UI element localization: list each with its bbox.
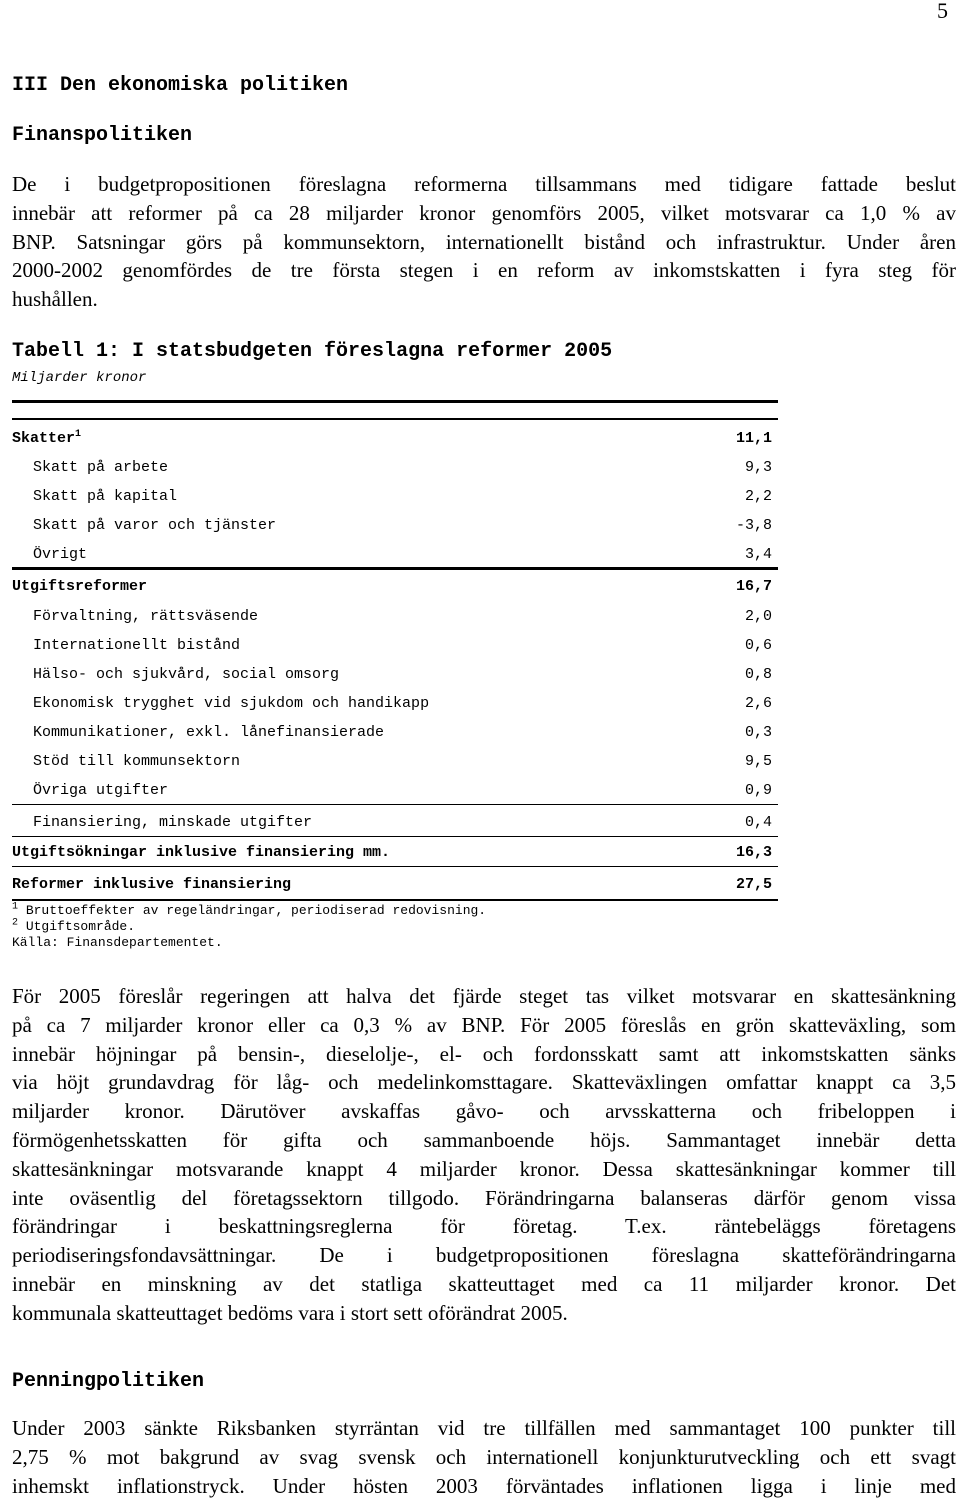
table-row xyxy=(12,484,772,508)
row-value: 16,3 xyxy=(735,843,772,861)
table-row xyxy=(12,633,772,657)
row-value: 0,6 xyxy=(744,636,772,654)
table-bottom-rule xyxy=(12,899,778,901)
table-subtitle: Miljarder kronor xyxy=(12,370,147,386)
row-label: Övrigt xyxy=(33,545,88,563)
page-number: 5 xyxy=(937,0,948,23)
table-title: Tabell 1: I statsbudgeten föreslagna reformer 2005 xyxy=(12,340,613,363)
text-line: via höjt grundavdrag för låg- och medelinkomsttagare. Skatteväxlingen omfattar knappt ca 3,5 xyxy=(12,1070,956,1095)
subheading-monetary-policy: Penningpolitiken xyxy=(12,1370,205,1393)
row-value: 0,3 xyxy=(744,723,772,741)
table-footnote: $^2$ Utgiftsområde. xyxy=(12,917,136,934)
row-value: 9,3 xyxy=(744,458,772,476)
row-value: 27,5 xyxy=(735,875,772,893)
text-line: skattesänkningar motsvarande knappt 4 miljarder kronor. Dessa skattesänkningar kommer till xyxy=(12,1156,956,1181)
text-line: För 2005 föreslår regeringen att halva det fjärde steget tas vilket motsvarar en skattesänkning xyxy=(12,984,956,1008)
row-value: 2,2 xyxy=(744,487,772,505)
section-rule xyxy=(12,567,778,570)
row-label: Reformer inklusive finansiering xyxy=(12,875,292,893)
row-label: Stöd till kommunsektorn xyxy=(33,752,241,770)
table-row xyxy=(12,426,772,450)
row-value: 0,8 xyxy=(744,665,772,683)
table-row xyxy=(12,840,772,864)
text-line: förändringar i beskattningsreglerna för företag. T.ex. räntebeläggs företagens xyxy=(12,1214,956,1239)
row-label: Skatter$^1$ xyxy=(12,428,82,447)
table-top-rule xyxy=(12,400,778,403)
table-footnote: $^1$ Bruttoeffekter av regeländringar, periodiserad redovisning. xyxy=(12,901,487,918)
row-label: Ekonomisk trygghet vid sjukdom och handikapp xyxy=(33,694,430,712)
row-value: 2,6 xyxy=(744,694,772,712)
paragraph-tax-reforms xyxy=(12,982,956,1328)
row-label: Skatt på arbete xyxy=(33,458,169,476)
text-line: förmögenhetsskatten för gifta och sammanboende höjs. Sammantaget innebär detta xyxy=(12,1127,956,1152)
table-row xyxy=(12,604,772,628)
text-line: innebär höjningar på bensin-, dieselolje-, el- och fordonsskatt samt att inkomstskatten sänks xyxy=(12,1041,956,1066)
text-line: innebär en minskning av det statliga skatteuttaget med ca 11 miljarder kronor. Det xyxy=(12,1271,956,1296)
row-label: Övriga utgifter xyxy=(33,781,169,799)
table-row xyxy=(12,574,772,598)
text-line: på ca 7 miljarder kronor eller ca 0,3 % av BNP. För 2005 föreslås en grön skatteväxling, som xyxy=(12,1012,956,1037)
text-line: 2,75 % mot bakgrund av svag svensk och internationell konjunkturutveckling och ett svagt xyxy=(12,1444,956,1469)
row-value: 3,4 xyxy=(744,545,772,563)
table-header-rule xyxy=(12,418,778,420)
section-rule xyxy=(12,866,778,867)
row-label: Hälso- och sjukvård, social omsorg xyxy=(33,665,340,683)
text-line: De i budgetpropositionen föreslagna reformerna tillsammans med tidigare fattade beslut xyxy=(12,172,956,196)
table-row xyxy=(12,810,772,834)
table-row xyxy=(12,872,772,896)
section-rule xyxy=(12,804,778,805)
table-row xyxy=(12,542,772,566)
subheading-fiscal-policy: Finanspolitiken xyxy=(12,124,193,147)
section-rule xyxy=(12,836,778,837)
table-source: Källa: Finansdepartementet. xyxy=(12,935,223,950)
table-row xyxy=(12,691,772,715)
text-line: miljarder kronor. Därutöver avskaffas gåvo- och arvsskatterna och fribeloppen i xyxy=(12,1099,956,1124)
table-row xyxy=(12,455,772,479)
row-value: -3,8 xyxy=(735,516,772,534)
table-row xyxy=(12,778,772,802)
table-row xyxy=(12,662,772,686)
row-value: 16,7 xyxy=(735,577,772,595)
text-line: BNP. Satsningar görs på kommunsektorn, internationellt bistånd och infrastruktur. Under åren xyxy=(12,229,956,254)
paragraph-monetary-policy xyxy=(12,1414,956,1500)
section-heading: III Den ekonomiska politiken xyxy=(12,74,349,97)
row-label: Förvaltning, rättsväsende xyxy=(33,607,259,625)
text-line: inhemskt inflationstryck. Under hösten 2003 förväntades inflationen ligga i linje med xyxy=(12,1473,956,1498)
row-value: 11,1 xyxy=(735,429,772,447)
text-line: Under 2003 sänkte Riksbanken styrräntan vid tre tillfällen med sammantaget 100 punkter till xyxy=(12,1416,956,1440)
text-line: innebär att reformer på ca 28 miljarder kronor genomförs 2005, vilket motsvarar ca 1,0 % av xyxy=(12,200,956,225)
table-row xyxy=(12,720,772,744)
text-line: hushållen. xyxy=(12,287,98,312)
row-value: 0,9 xyxy=(744,781,772,799)
row-label: Finansiering, minskade utgifter xyxy=(33,813,313,831)
text-line: periodiseringsfondavsättningar. De i budgetpropositionen föreslagna skatteförändringarna xyxy=(12,1243,956,1268)
row-label: Skatt på kapital xyxy=(33,487,178,505)
row-value: 9,5 xyxy=(744,752,772,770)
row-value: 2,0 xyxy=(744,607,772,625)
row-label: Internationellt bistånd xyxy=(33,636,241,654)
row-label: Kommunikationer, exkl. lånefinansierade xyxy=(33,723,385,741)
row-label: Skatt på varor och tjänster xyxy=(33,516,277,534)
text-line: inte oväsentlig del företagssektorn tillgodo. Förändringarna balanseras därför genom vissa xyxy=(12,1185,956,1210)
row-label: Utgiftsreformer xyxy=(12,577,148,595)
table-row xyxy=(12,513,772,537)
paragraph-fiscal-intro xyxy=(12,170,956,314)
row-label: Utgiftsökningar inklusive finansiering mm. xyxy=(12,843,391,861)
row-value: 0,4 xyxy=(744,813,772,831)
table-row xyxy=(12,749,772,773)
text-line: 2000-2002 genomfördes de tre första stegen i en reform av inkomstskatten i fyra steg för xyxy=(12,258,956,283)
text-line: kommunala skatteuttaget bedöms vara i stort sett oförändrat 2005. xyxy=(12,1300,568,1325)
